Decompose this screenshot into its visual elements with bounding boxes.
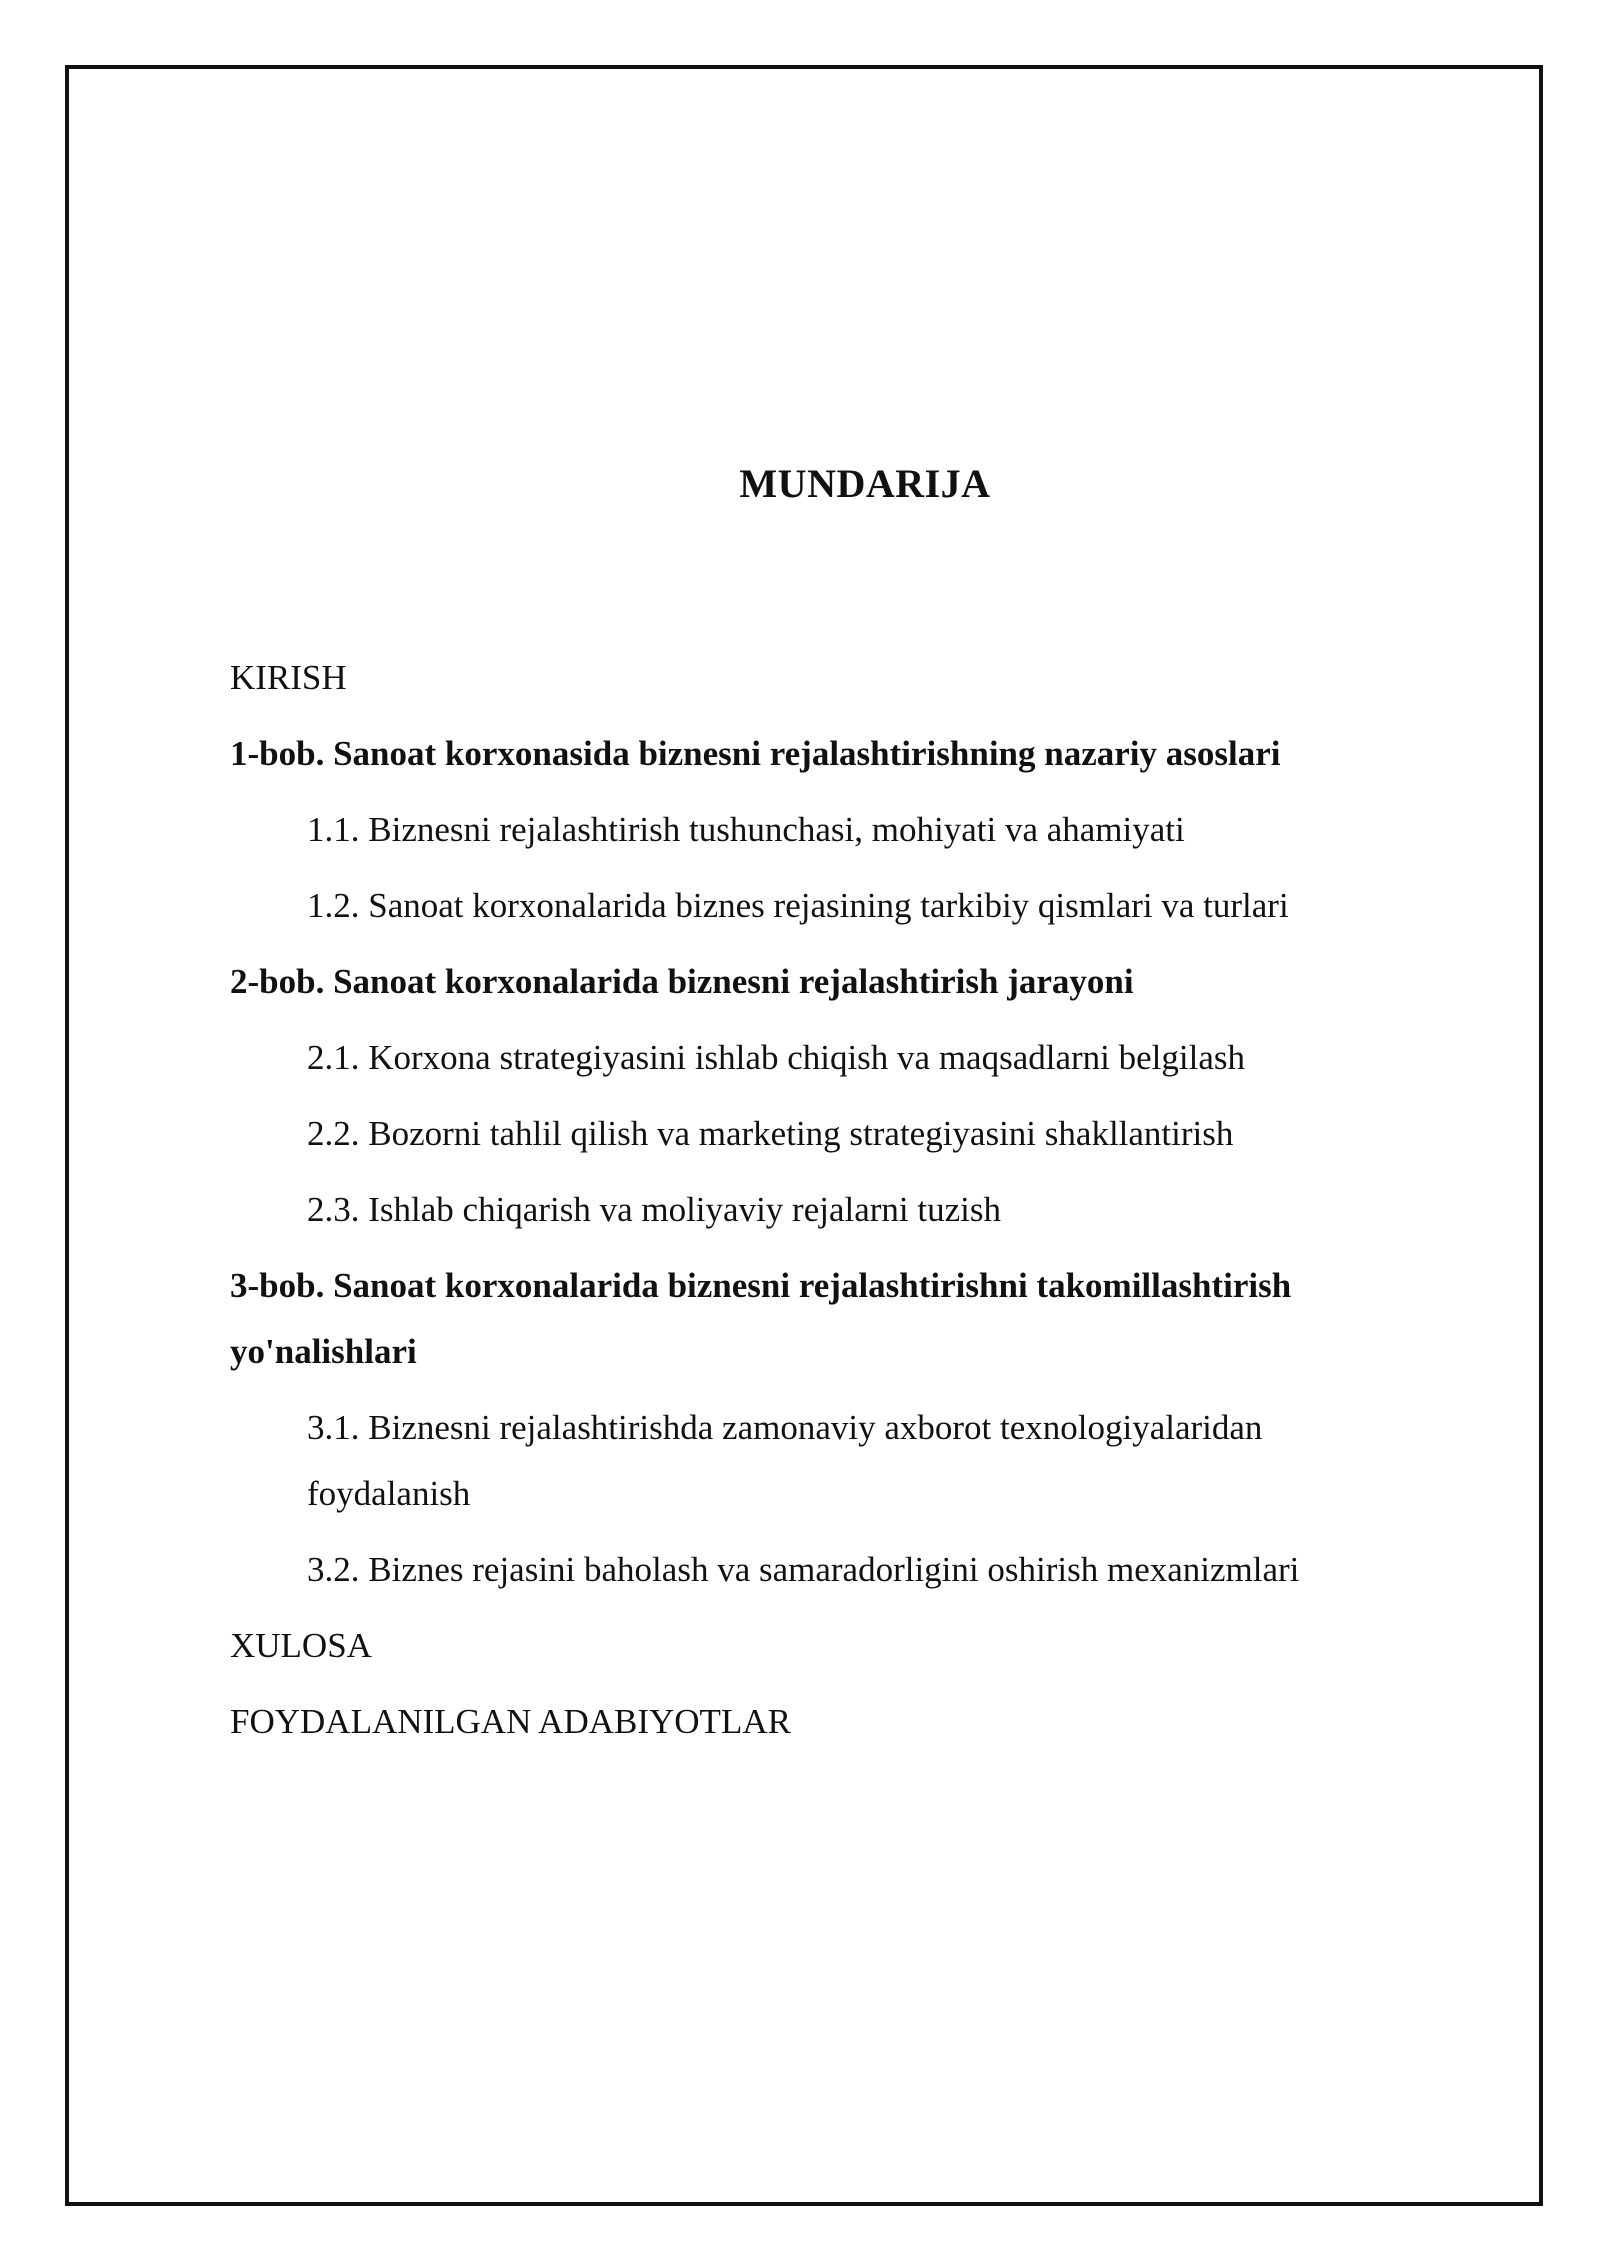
- toc-section-1-2[interactable]: 1.2. Sanoat korxonalarida biznes rejasining tarkibiy qismlari va turlari: [307, 886, 1289, 925]
- toc-item-xulosa[interactable]: XULOSA: [230, 1626, 372, 1665]
- table-of-contents: [230, 645, 1400, 1765]
- toc-section-2-1[interactable]: 2.1. Korxona strategiyasini ishlab chiqish va maqsadlarni belgilash: [307, 1038, 1245, 1077]
- toc-chapter-3[interactable]: 3-bob. Sanoat korxonalarida biznesni rejalashtirishni takomillashtirish yo'nalishlari: [230, 1266, 1292, 1371]
- toc-section-3-1[interactable]: 3.1. Biznesni rejalashtirishda zamonaviy axborot texnologiyalaridan foydalanish: [307, 1408, 1263, 1513]
- toc-section-3-2[interactable]: 3.2. Biznes rejasini baholash va samaradorligini oshirish mexanizmlari: [307, 1550, 1300, 1589]
- toc-section-2-3[interactable]: 2.3. Ishlab chiqarish va moliyaviy rejalarni tuzish: [307, 1190, 1001, 1229]
- toc-section-2-2[interactable]: 2.2. Bozorni tahlil qilish va marketing strategiyasini shakllantirish: [307, 1114, 1234, 1153]
- toc-item-adabiyotlar[interactable]: FOYDALANILGAN ADABIYOTLAR: [230, 1702, 791, 1741]
- toc-chapter-2[interactable]: 2-bob. Sanoat korxonalarida biznesni rejalashtirish jarayoni: [230, 962, 1134, 1001]
- toc-item-kirish[interactable]: KIRISH: [230, 658, 347, 697]
- toc-chapter-1[interactable]: 1-bob. Sanoat korxonasida biznesni rejalashtirishning nazariy asoslari: [230, 734, 1281, 773]
- page-title: MUNDARIJA: [739, 461, 991, 506]
- toc-section-1-1[interactable]: 1.1. Biznesni rejalashtirish tushunchasi, mohiyati va ahamiyati: [307, 810, 1185, 849]
